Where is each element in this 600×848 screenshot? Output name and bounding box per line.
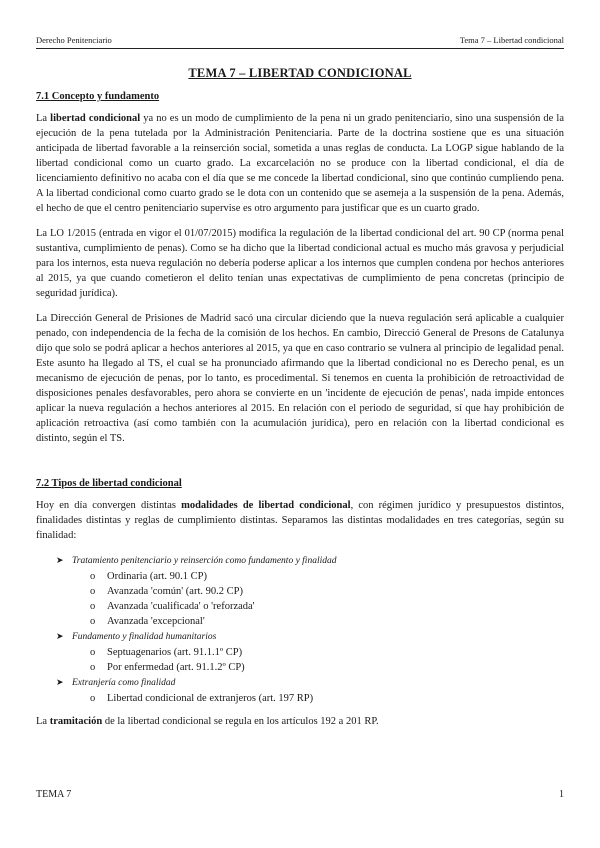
text: , con régimen jurídico y presupuestos distintos, finalidades distintas y reglas de cumplimiento distintas. Separamos las distintas modalidades en tres categorías, según su finalidad:: [36, 500, 564, 541]
subtype-list: [72, 645, 564, 675]
list-item: [90, 614, 564, 629]
text: La: [36, 113, 51, 124]
list-item-text: Libertad condicional de extranjeros (art. 197 RP): [107, 693, 314, 704]
list-item-text: Avanzada 'común' (art. 90.2 CP): [107, 586, 243, 597]
circle-bullet-icon: o: [90, 616, 96, 627]
section-heading-tipos: 7.2 Tipos de libertad condicional: [36, 478, 182, 489]
page-header: [36, 35, 564, 49]
paragraph-direccion-general: La Dirección General de Prisiones de Madrid sacó una circular diciendo que la nueva regulación será aplicable a cualquier penado, con independencia de la fecha de la comisión de los hechos. En cambio, Direcció General de Presons de Catalunya dijo que solo se podrá aplicar a hechos anteriores al 2015, ya que en caso contrario se vulnera al principio de legalidad penal. Este asunto ha llegado al TS, el cual se ha pronunciado afirmando que la libertad condicional no es Derecho penal, es un mecanismo de ejecución de penas, por lo tanto, es procedimental. Si tenemos en cuenta la prohibición de retroactividad de disposiciones penales desfavorables, pero ahora se convierte en un 'incidente de ejecución de penas', nada impide entonces aplicar la nueva regulación a hechos anteriores al 2015. En relación con el periodo de seguridad, sí que hay prohibición de aplicación retroactiva (así como también con la acumulación jurídica), pero en relación con la libertad condicional es distinto, según el TS.: [36, 313, 564, 444]
footer-topic: TEMA 7: [36, 789, 72, 800]
subtype-list: [72, 569, 564, 629]
list-item: [90, 584, 564, 599]
term-libertad-condicional: libertad condicional: [50, 113, 141, 124]
section-heading-concepto: 7.1 Concepto y fundamento: [36, 91, 160, 102]
circle-bullet-icon: o: [90, 586, 96, 597]
text: Hoy en día convergen distintas: [36, 500, 182, 511]
term-modalidades: modalidades de libertad condicional: [181, 500, 351, 511]
header-topic: Tema 7 – Libertad condicional: [459, 35, 564, 45]
page-body: [36, 66, 564, 739]
paragraph-modalidades: [36, 498, 564, 543]
list-item-text: Avanzada 'excepcional': [107, 616, 205, 627]
circle-bullet-icon: o: [90, 647, 96, 658]
arrow-bullet-icon: ➤: [56, 631, 64, 641]
paragraph-lo-2015: La LO 1/2015 (entrada en vigor el 01/07/2015) modifica la regulación de la libertad condicional del art. 90 CP (norma penal sustantiva, cumplimiento de penas). Como se ha dicho que la libertad condicional actual es mucho más gravosa y perjudicial para los internos, esta nueva regulación no debería poderse aplicar a los internos que cumplen condena por hechos anteriores al 2015, ya que cuando cometieron el delito tenían unas expectativas de cumplimiento de pena concretas (principio de seguridad jurídica).: [36, 228, 564, 299]
category-item: [56, 553, 564, 629]
list-item: [90, 691, 564, 706]
category-label: Fundamento y finalidad humanitarios: [72, 632, 217, 642]
page-title: TEMA 7 – LIBERTAD CONDICIONAL: [188, 66, 412, 80]
circle-bullet-icon: o: [90, 601, 96, 612]
text: La: [36, 716, 50, 727]
text: de la libertad condicional se regula en los artículos 192 a 201 RP.: [102, 716, 379, 727]
circle-bullet-icon: o: [90, 571, 96, 582]
paragraph-tramitacion: [36, 714, 564, 729]
category-list: [36, 553, 564, 706]
circle-bullet-icon: o: [90, 693, 96, 704]
paragraph-definicion: [36, 111, 564, 216]
category-item: [56, 629, 564, 675]
list-item-text: Septuagenarios (art. 91.1.1º CP): [107, 647, 243, 658]
subtype-list: [72, 691, 564, 706]
arrow-bullet-icon: ➤: [56, 677, 64, 687]
list-item-text: Por enfermedad (art. 91.1.2º CP): [107, 662, 245, 673]
header-divider: [36, 48, 564, 49]
list-item: [90, 645, 564, 660]
list-item-text: Ordinaria (art. 90.1 CP): [107, 571, 208, 582]
category-label: Tratamiento penitenciario y reinserción como fundamento y finalidad: [72, 556, 337, 566]
text: ya no es un modo de cumplimiento de la pena ni un grado penitenciario, sino una suspensión de la ejecución de la pena tutelada por la Administración Penitenciaria. Parte de la doctrina sostiene que es una situación anticipada de libertad favorable a la reinserción social, sometida a unas reglas de conducta. La LOGP sigue hablando de la libertad condicional como un cuarto grado. La excarcelación no se produce con la libertad condicional, el día de licenciamiento definitivo no acaba con el día que se me concede la libertad condicional, sino que continúo cumpliendo pena. A la libertad condicional como cuarto grado se le dota con un contenido que se asemeja a la suspensión de la pena. Además, el hecho de que el centro penitenciario supervise es otro argumento para justificar que es un cuarto grado.: [36, 113, 564, 214]
term-tramitacion: tramitación: [49, 716, 103, 727]
list-item-text: Avanzada 'cualificada' o 'reforzada': [107, 601, 255, 612]
header-subject: Derecho Penitenciario: [36, 35, 112, 45]
list-item: [90, 660, 564, 675]
arrow-bullet-icon: ➤: [56, 555, 64, 565]
category-item: [56, 675, 564, 706]
list-item: [90, 599, 564, 614]
category-label: Extranjería como finalidad: [72, 678, 176, 688]
list-item: [90, 569, 564, 584]
page-number: 1: [559, 789, 564, 800]
circle-bullet-icon: o: [90, 662, 96, 673]
